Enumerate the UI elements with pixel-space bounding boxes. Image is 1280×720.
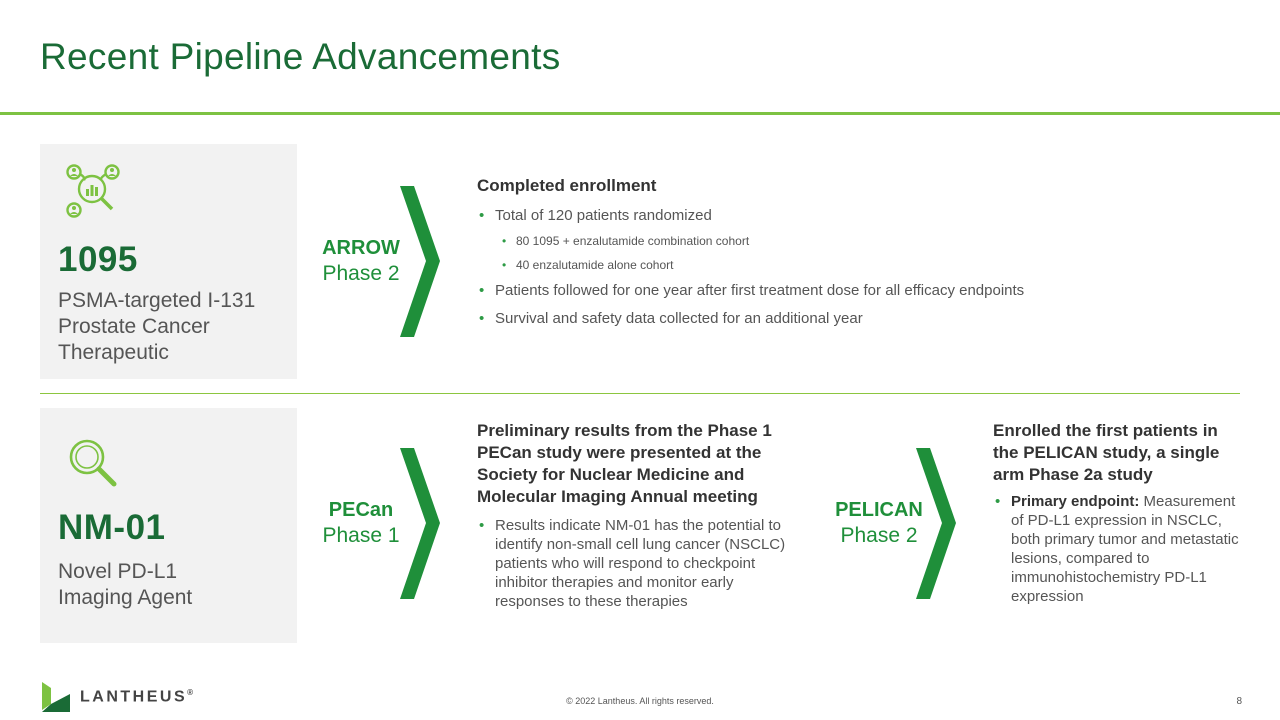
list-item: • Results indicate NM-01 has the potential to identify non-small cell lung cancer (NSCLC) patients who will respond to checkpoint inhibitor therapies and monitor early responses to these therapies <box>477 516 787 611</box>
title-divider <box>0 112 1280 115</box>
page-number: 8 <box>1236 696 1242 707</box>
page-title: Recent Pipeline Advancements <box>40 36 561 77</box>
phase-label-pecan: PECan Phase 1 <box>322 499 400 547</box>
program-code: NM-01 <box>58 508 166 547</box>
phase-label-pelican: PELICAN Phase 2 <box>835 499 923 547</box>
list-item: • Survival and safety data collected for an additional year <box>477 309 1177 328</box>
arrow-details: Completed enrollment • Total of 120 patients randomized • 80 1095 + enzalutamide combination cohort • 40 enzalutamide alone cohort • Patients followed for one year after first treatment dose for all efficacy endpoints • Survival and safety data collected for an additional year <box>477 175 1177 328</box>
copyright: © 2022 Lantheus. All rights reserved. <box>566 696 714 706</box>
list-item: • Primary endpoint: Measurement of PD-L1 expression in NSCLC, both primary tumor and metastatic lesions, compared to immunohistochemistry PD-L1 expression <box>993 492 1248 606</box>
program-card-1095 <box>40 144 297 379</box>
section-divider <box>40 393 1240 394</box>
magnifier-icon <box>62 432 124 494</box>
phase-label-arrow: ARROW Phase 2 <box>322 237 400 285</box>
program-card-nm01 <box>40 408 297 643</box>
magnifier-people-chart-icon <box>62 160 124 222</box>
chevron-right-icon <box>914 446 958 601</box>
pelican-details: Enrolled the first patients in the PELICAN study, a single arm Phase 2a study • Primary endpoint: Measurement of PD-L1 expression in NSCLC, both primary tumor and metastatic lesions, compared to immunohistochemistry PD-L1 expression <box>993 420 1248 606</box>
pecan-details: Preliminary results from the Phase 1 PECan study were presented at the Society for Nuclear Medicine and Molecular Imaging Annual meeting • Results indicate NM-01 has the potential to identify non-small cell lung cancer (NSCLC) patients who will respond to checkpoint inhibitor therapies and monitor early responses to these therapies <box>477 420 807 611</box>
list-item: • 80 1095 + enzalutamide combination cohort <box>502 233 1177 249</box>
program-code: 1095 <box>58 240 138 279</box>
chevron-right-icon <box>398 446 442 601</box>
list-item: • Patients followed for one year after first treatment dose for all efficacy endpoints <box>477 281 1177 300</box>
list-item: • Total of 120 patients randomized <box>477 206 1177 225</box>
program-description: PSMA-targeted I-131 Prostate Cancer Therapeutic <box>58 289 256 364</box>
program-description: Novel PD-L1 Imaging Agent <box>58 560 193 609</box>
list-item: • 40 enzalutamide alone cohort <box>502 257 1177 273</box>
chevron-right-icon <box>398 184 442 339</box>
company-wordmark: LANTHEUS® <box>80 688 194 706</box>
